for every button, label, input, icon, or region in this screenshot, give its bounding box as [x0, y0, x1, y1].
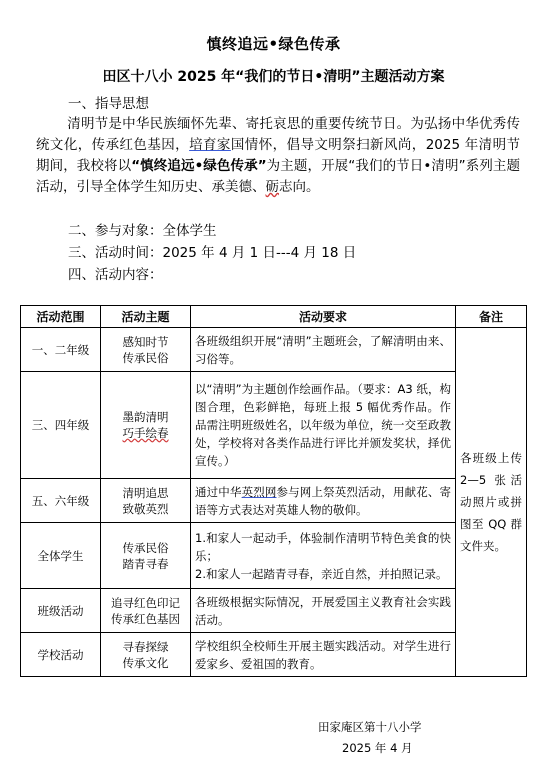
theme-line: 感知时节: [122, 334, 169, 349]
table-row: [21, 372, 527, 479]
signature-date: 2025 年 4 月: [342, 741, 413, 755]
theme-line: 传承红色基因: [111, 611, 180, 626]
para-text: 国情怀，倡导文明祭扫新风尚，2025 年清明节期间，我校将以: [36, 137, 521, 174]
underlined-text: 培育家: [189, 137, 231, 153]
header-requirements: 活动要求: [191, 306, 456, 328]
cell-scope: 一、二年级: [21, 328, 101, 372]
document-title: 慎终追远•绿色传承: [206, 35, 341, 53]
cell-theme: [101, 633, 191, 677]
cell-requirements: 各班级根据实际情况，开展爱国主义教育社会实践活动。: [191, 589, 456, 633]
theme-line: 追寻红色印记: [111, 595, 180, 610]
section-heading-content: 四、活动内容：: [68, 267, 163, 283]
table-header-row: [21, 306, 527, 328]
cell-scope: 三、四年级: [21, 372, 101, 479]
header-scope: 活动范围: [21, 306, 101, 328]
table-row: [21, 479, 527, 523]
para-text: 为主题，开展“我们的节日•清明”系列主题活动，引导全体学生知历史、承美德、: [36, 158, 521, 195]
theme-line: 传承民俗: [122, 540, 169, 555]
cell-scope: 班级活动: [21, 589, 101, 633]
table-row: [21, 328, 527, 372]
wavy-underlined-text: 砺: [265, 179, 279, 195]
req-text: 参与网上祭英烈活动，用献花、寄语等方式表达对英雄人物的敬仰。: [195, 484, 452, 517]
theme-line: 寻春探绿: [122, 639, 169, 654]
cell-scope: 全体学生: [21, 523, 101, 589]
cell-theme: [101, 479, 191, 523]
section-heading-time: 三、活动时间：2025 年 4 月 1 日---4 月 18 日: [68, 245, 357, 261]
req-line: 1.和家人一起动手，体验制作清明节特色美食的快乐；: [195, 530, 451, 563]
theme-line: 墨韵清明: [122, 410, 169, 424]
theme-line: 清明追思: [122, 485, 169, 500]
theme-line: 传承民俗: [122, 350, 169, 365]
req-line: 2.和家人一起踏青寻春，亲近自然，并拍照记录。: [195, 566, 448, 581]
cell-theme: [101, 589, 191, 633]
document-subtitle: 田区十八小 2025 年“我们的节日•清明”主题活动方案: [102, 69, 445, 85]
underlined-text: 英烈网: [241, 484, 277, 499]
cell-notes: 各班级上传 2—5 张活动照片或拼图至 QQ 群文件夹。: [456, 328, 527, 677]
theme-line: 致敬英烈: [122, 501, 169, 516]
theme-line: 传承文化: [122, 655, 169, 670]
cell-requirements: 以“清明”为主题创作绘画作品。（要求：A3 纸，构图合理，色彩鲜艳，每班上报 5 幅优秀作品。作品需注明班级姓名，以年级为单位，统一交至政教处，学校将对各类作品进行评比并颁发奖状，择优宣传。）: [191, 372, 456, 479]
guiding-thought-paragraph: [36, 114, 520, 198]
table-row: [21, 523, 527, 589]
theme-line: 巧手绘春: [122, 426, 169, 440]
theme-emphasis: “慎终追远•绿色传承”: [131, 158, 267, 174]
cell-theme: [101, 372, 191, 479]
req-text: 通过中华: [195, 484, 242, 499]
header-notes: 备注: [456, 306, 527, 328]
table-row: [21, 633, 527, 677]
section-heading-participants: 二、参与对象：全体学生: [68, 223, 217, 239]
cell-scope: 五、六年级: [21, 479, 101, 523]
para-text: 志向。: [279, 179, 320, 195]
cell-requirements: [191, 479, 456, 523]
header-theme: 活动主题: [101, 306, 191, 328]
signature-org: 田家庵区第十八小学: [318, 720, 422, 734]
cell-theme: [101, 328, 191, 372]
activity-table: [20, 305, 527, 677]
para-text: 清明节是中华民族缅怀先辈、寄托哀思的重要传统节日。为弘扬中华优秀传统文化，传承红色基因，: [36, 116, 520, 153]
table-row: [21, 589, 527, 633]
section-heading-guiding-thought: 一、指导思想: [68, 96, 149, 112]
theme-line: 踏青寻春: [122, 556, 169, 571]
cell-requirements: [191, 523, 456, 589]
cell-requirements: 各班级组织开展“清明”主题班会，了解清明由来、习俗等。: [191, 328, 456, 372]
cell-requirements: 学校组织全校师生开展主题实践活动。对学生进行爱家乡、爱祖国的教育。: [191, 633, 456, 677]
cell-scope: 学校活动: [21, 633, 101, 677]
cell-theme: [101, 523, 191, 589]
